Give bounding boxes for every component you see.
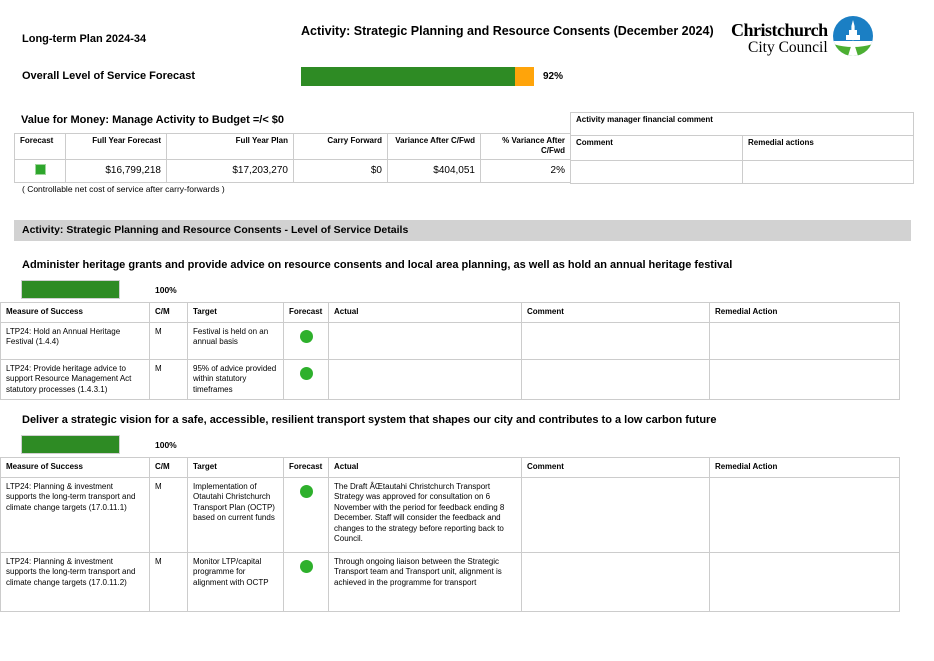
- manager-comment-value: [571, 161, 743, 184]
- measure-cell: LTP24: Provide heritage advice to support Resource Management Act statutory processes (1.4.3.1): [1, 360, 150, 400]
- status-green-circle-icon: [300, 330, 313, 343]
- remedial-cell: [710, 553, 900, 612]
- col-actual: Actual: [329, 458, 522, 478]
- col-measure-of-success: Measure of Success: [1, 458, 150, 478]
- los-section-progressbar: [22, 281, 177, 298]
- col-target: Target: [188, 303, 284, 323]
- actual-cell: Through ongoing liaison between the Strategic Transport team and Transport unit, alignment is achieved in the programme for transport: [329, 553, 522, 612]
- overall-los-forecast-label: Overall Level of Service Forecast: [22, 70, 196, 82]
- col-comment: Comment: [522, 303, 710, 323]
- overall-los-percent-value: 92%: [543, 71, 564, 82]
- col-target: Target: [188, 458, 284, 478]
- cm-cell: M: [150, 360, 188, 400]
- forecast-cell: [284, 360, 329, 400]
- cm-cell: M: [150, 323, 188, 360]
- cm-cell: M: [150, 478, 188, 553]
- target-cell: Festival is held on an annual basis: [188, 323, 284, 360]
- progress-track: [301, 67, 534, 86]
- table-row: [1, 323, 900, 360]
- actual-cell: [329, 323, 522, 360]
- forecast-cell: [284, 323, 329, 360]
- los-measures-table: [0, 457, 900, 612]
- vfm-pct-variance-value: 2%: [481, 159, 571, 182]
- activity-manager-comment-box: [570, 112, 914, 184]
- vfm-col-full-year-forecast: Full Year Forecast: [66, 134, 167, 160]
- logo-name-line1: Christchurch: [731, 20, 828, 41]
- progress-track: [22, 281, 119, 298]
- comment-cell: [522, 360, 710, 400]
- comment-cell: [522, 478, 710, 553]
- status-green-square-icon: [35, 164, 46, 175]
- logo-name-line2: City Council: [748, 39, 828, 57]
- section-percent-value: 100%: [155, 439, 177, 450]
- table-row: [1, 360, 900, 400]
- ccc-logo: [731, 16, 873, 61]
- progress-fill: [22, 436, 119, 453]
- progress-track: [22, 436, 119, 453]
- table-row: [1, 553, 900, 612]
- vfm-carry-forward-value: $0: [294, 159, 388, 182]
- vfm-full-year-forecast-value: $16,799,218: [66, 159, 167, 182]
- los-measures-table: [0, 302, 900, 400]
- overall-los-progressbar: [301, 67, 563, 86]
- measure-cell: LTP24: Hold an Annual Heritage Festival (1.4.4): [1, 323, 150, 360]
- vfm-table: [14, 133, 571, 183]
- progress-fill: [22, 281, 119, 298]
- plan-title: Long-term Plan 2024-34: [22, 33, 147, 45]
- vfm-footnote: ( Controllable net cost of service after carry-forwards ): [22, 184, 225, 194]
- vfm-variance-value: $404,051: [388, 159, 481, 182]
- table-row: [1, 478, 900, 553]
- forecast-cell: [284, 478, 329, 553]
- activity-title: Activity: Strategic Planning and Resource Consents (December 2024): [301, 24, 714, 38]
- vfm-col-pct-variance-after-cfwd: % Variance After C/Fwd: [481, 134, 571, 160]
- measure-cell: LTP24: Planning & investment supports the long-term transport and climate change targets (17.0.11.2): [1, 553, 150, 612]
- los-section-progressbar: [22, 436, 177, 453]
- actual-cell: [329, 360, 522, 400]
- los-header-row: [1, 458, 900, 478]
- vfm-col-forecast: Forecast: [15, 134, 66, 160]
- los-header-row: [1, 303, 900, 323]
- vfm-col-full-year-plan: Full Year Plan: [167, 134, 294, 160]
- col-forecast: Forecast: [284, 303, 329, 323]
- status-green-circle-icon: [300, 560, 313, 573]
- col-measure-of-success: Measure of Success: [1, 303, 150, 323]
- comment-cell: [522, 553, 710, 612]
- vfm-col-carry-forward: Carry Forward: [294, 134, 388, 160]
- col-remedial-action: Remedial Action: [710, 303, 900, 323]
- remedial-cell: [710, 360, 900, 400]
- logo-text: [731, 21, 828, 56]
- cm-cell: M: [150, 553, 188, 612]
- comment-cell: [522, 323, 710, 360]
- progress-fill: [301, 67, 515, 86]
- los-section-heading: Deliver a strategic vision for a safe, accessible, resilient transport system that shapes our city and contributes to a low carbon future: [22, 414, 717, 426]
- measure-cell: LTP24: Planning & investment supports the long-term transport and climate change targets (17.0.11.1): [1, 478, 150, 553]
- target-cell: Implementation of Otautahi Christchurch Transport Plan (OCTP) based on current funds: [188, 478, 284, 553]
- ccc-cathedral-logo-icon: [833, 16, 873, 61]
- manager-col-comment: Comment: [571, 136, 743, 161]
- col-forecast: Forecast: [284, 458, 329, 478]
- status-green-circle-icon: [300, 367, 313, 380]
- col-comment: Comment: [522, 458, 710, 478]
- forecast-cell: [284, 553, 329, 612]
- section-percent-value: 100%: [155, 284, 177, 295]
- target-cell: Monitor LTP/capital programme for alignment with OCTP: [188, 553, 284, 612]
- target-cell: 95% of advice provided within statutory timeframes: [188, 360, 284, 400]
- vfm-col-variance-after-cfwd: Variance After C/Fwd: [388, 134, 481, 160]
- status-green-circle-icon: [300, 485, 313, 498]
- los-section-heading: Administer heritage grants and provide advice on resource consents and local area planning, as well as hold an annual heritage festival: [22, 259, 733, 271]
- manager-remedial-value: [743, 161, 914, 184]
- vfm-data-row: [15, 159, 571, 182]
- manager-comment-title: Activity manager financial comment: [571, 113, 914, 136]
- remedial-cell: [710, 323, 900, 360]
- vfm-title: Value for Money: Manage Activity to Budget =/< $0: [21, 114, 285, 126]
- manager-col-remedial-actions: Remedial actions: [743, 136, 914, 161]
- los-details-section-bar: Activity: Strategic Planning and Resource Consents - Level of Service Details: [14, 220, 911, 241]
- col-remedial-action: Remedial Action: [710, 458, 900, 478]
- col-actual: Actual: [329, 303, 522, 323]
- actual-cell: The Draft ÂŒtautahi Christchurch Transport Strategy was approved for consultation on 6 November with the period for feedback ending 8 December. Staff will consider the feedback and changes to the strategy before reporting back to Council.: [329, 478, 522, 553]
- col-cm: C/M: [150, 303, 188, 323]
- vfm-forecast-status-cell: [15, 159, 66, 182]
- vfm-full-year-plan-value: $17,203,270: [167, 159, 294, 182]
- vfm-header-row: [15, 134, 571, 160]
- col-cm: C/M: [150, 458, 188, 478]
- remedial-cell: [710, 478, 900, 553]
